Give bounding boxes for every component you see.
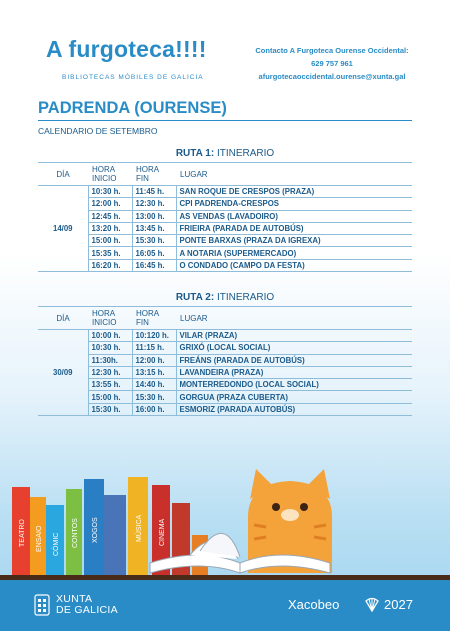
table-row — [38, 222, 412, 234]
cell-place: GRIXÓ (LOCAL SOCIAL) — [176, 342, 412, 354]
contact-block — [232, 44, 432, 83]
cell-place: FREÁNS (PARADA DE AUTOBÚS) — [176, 354, 412, 366]
cell-place: VILAR (PRAZA) — [176, 330, 412, 342]
table-row — [38, 247, 412, 259]
scallop-shell-icon — [364, 596, 380, 612]
cell-end: 16:05 h. — [132, 247, 176, 259]
cell-place: SAN ROQUE DE CRESPOS (PRAZA) — [176, 186, 412, 198]
cell-start: 15:35 h. — [88, 247, 132, 259]
route-2-title — [0, 292, 450, 303]
cell-start: 10:00 h. — [88, 330, 132, 342]
route-1-label: RUTA 1: — [175, 148, 215, 159]
xunta-crest-icon — [34, 594, 50, 616]
route-2-table — [38, 306, 412, 416]
book-spine-label: CÓMIC — [53, 532, 60, 556]
logo-title: A furgoteca!!!! — [46, 36, 207, 62]
col-end: HORA FIN — [132, 307, 176, 330]
cell-end: 15:30 h. — [132, 235, 176, 247]
table-row — [38, 210, 412, 222]
title-divider — [38, 120, 412, 121]
cell-end: 11:45 h. — [132, 186, 176, 198]
route-2-body — [38, 330, 412, 416]
route-1-title — [0, 148, 450, 159]
book-spine-label: MÚSICA — [136, 514, 143, 542]
cell-start: 10:30 h. — [88, 342, 132, 354]
table-row — [38, 366, 412, 378]
cell-start: 13:20 h. — [88, 222, 132, 234]
table-row — [38, 330, 412, 342]
contact-email[interactable]: afurgotecaoccidental.ourense@xunta.gal — [258, 72, 406, 81]
book-spine-label: TEATRO — [19, 519, 26, 547]
cell-place: A NOTARIA (SUPERMERCADO) — [176, 247, 412, 259]
cell-place: LAVANDEIRA (PRAZA) — [176, 366, 412, 378]
table-row — [38, 403, 412, 415]
route-1-table — [38, 162, 412, 272]
page-title: PADRENDA (OURENSE) — [38, 99, 227, 117]
table-row — [38, 379, 412, 391]
route-1-body — [38, 186, 412, 272]
contact-phone[interactable]: 629 757 961 — [311, 59, 353, 68]
header — [0, 0, 450, 95]
book-spine-label: ENSAIO — [36, 525, 43, 552]
cell-end: 13:45 h. — [132, 222, 176, 234]
page-subtitle: CALENDARIO DE SETEMBRO — [38, 126, 158, 136]
cell-end: 13:15 h. — [132, 366, 176, 378]
table-row — [38, 186, 412, 198]
xunta-line-2: DE GALICIA — [56, 604, 118, 616]
cell-end: 16:00 h. — [132, 403, 176, 415]
book-spine-icon — [104, 495, 126, 575]
cat-muzzle-icon — [281, 509, 299, 521]
table-row — [38, 198, 412, 210]
col-day: DÍA — [38, 163, 88, 186]
table-row — [38, 259, 412, 271]
cell-start: 12:45 h. — [88, 210, 132, 222]
footer — [0, 580, 450, 631]
table-row — [38, 235, 412, 247]
cell-place: O CONDADO (CAMPO DA FESTA) — [176, 259, 412, 271]
cat-eye-icon — [300, 503, 308, 511]
contact-title: Contacto A Furgoteca Ourense Occidental: — [255, 46, 409, 55]
cell-end: 16:45 h. — [132, 259, 176, 271]
cell-start: 15:00 h. — [88, 235, 132, 247]
cell-end: 14:40 h. — [132, 379, 176, 391]
cell-end: 12:00 h. — [132, 354, 176, 366]
col-start: HORA INICIO — [88, 163, 132, 186]
library-illustration — [0, 455, 450, 580]
cell-place: ESMORIZ (PARADA AUTOBÚS) — [176, 403, 412, 415]
cell-start: 16:20 h. — [88, 259, 132, 271]
route-2-label: RUTA 2: — [175, 292, 215, 303]
book-spine-label: XOGOS — [92, 517, 99, 543]
xunta-logo-text — [56, 594, 118, 616]
col-day: DÍA — [38, 307, 88, 330]
cell-start: 10:30 h. — [88, 186, 132, 198]
cell-end: 15:30 h. — [132, 391, 176, 403]
cell-place: FRIEIRA (PARADA DE AUTOBÚS) — [176, 222, 412, 234]
cell-place: MONTERREDONDO (LOCAL SOCIAL) — [176, 379, 412, 391]
route-1-label-rest: ITINERARIO — [216, 148, 275, 159]
cell-place: CPI PADRENDA-CRESPOS — [176, 198, 412, 210]
col-end: HORA FIN — [132, 163, 176, 186]
table-row — [38, 342, 412, 354]
route-day: 14/09 — [38, 186, 88, 272]
logo-subtitle: BIBLIOTECAS MÓBILES DE GALICIA — [62, 74, 204, 81]
col-start: HORA INICIO — [88, 307, 132, 330]
xacobeo-logo: Xacobeo — [288, 597, 340, 612]
cell-end: 13:00 h. — [132, 210, 176, 222]
cell-place: PONTE BARXAS (PRAZA DA IGREXA) — [176, 235, 412, 247]
cell-start: 12:30 h. — [88, 366, 132, 378]
col-place: LUGAR — [176, 307, 412, 330]
xacobeo-year: 2027 — [384, 597, 413, 612]
cell-start: 11:30h. — [88, 354, 132, 366]
cell-end: 11:15 h. — [132, 342, 176, 354]
cell-place: GORGUA (PRAZA CUBERTA) — [176, 391, 412, 403]
cell-place: AS VENDAS (LAVADOIRO) — [176, 210, 412, 222]
cat-eye-icon — [272, 503, 280, 511]
table-row — [38, 354, 412, 366]
cell-end: 10:120 h. — [132, 330, 176, 342]
col-place: LUGAR — [176, 163, 412, 186]
book-spine-label: CONTOS — [72, 518, 79, 548]
cell-start: 15:30 h. — [88, 403, 132, 415]
cell-start: 13:55 h. — [88, 379, 132, 391]
route-day: 30/09 — [38, 330, 88, 416]
cell-start: 12:00 h. — [88, 198, 132, 210]
table-row — [38, 391, 412, 403]
cell-end: 12:30 h. — [132, 198, 176, 210]
cell-start: 15:00 h. — [88, 391, 132, 403]
xunta-line-1: XUNTA — [56, 593, 93, 605]
book-spine-label: CINEMA — [159, 518, 166, 546]
route-2-label-rest: ITINERARIO — [216, 292, 275, 303]
